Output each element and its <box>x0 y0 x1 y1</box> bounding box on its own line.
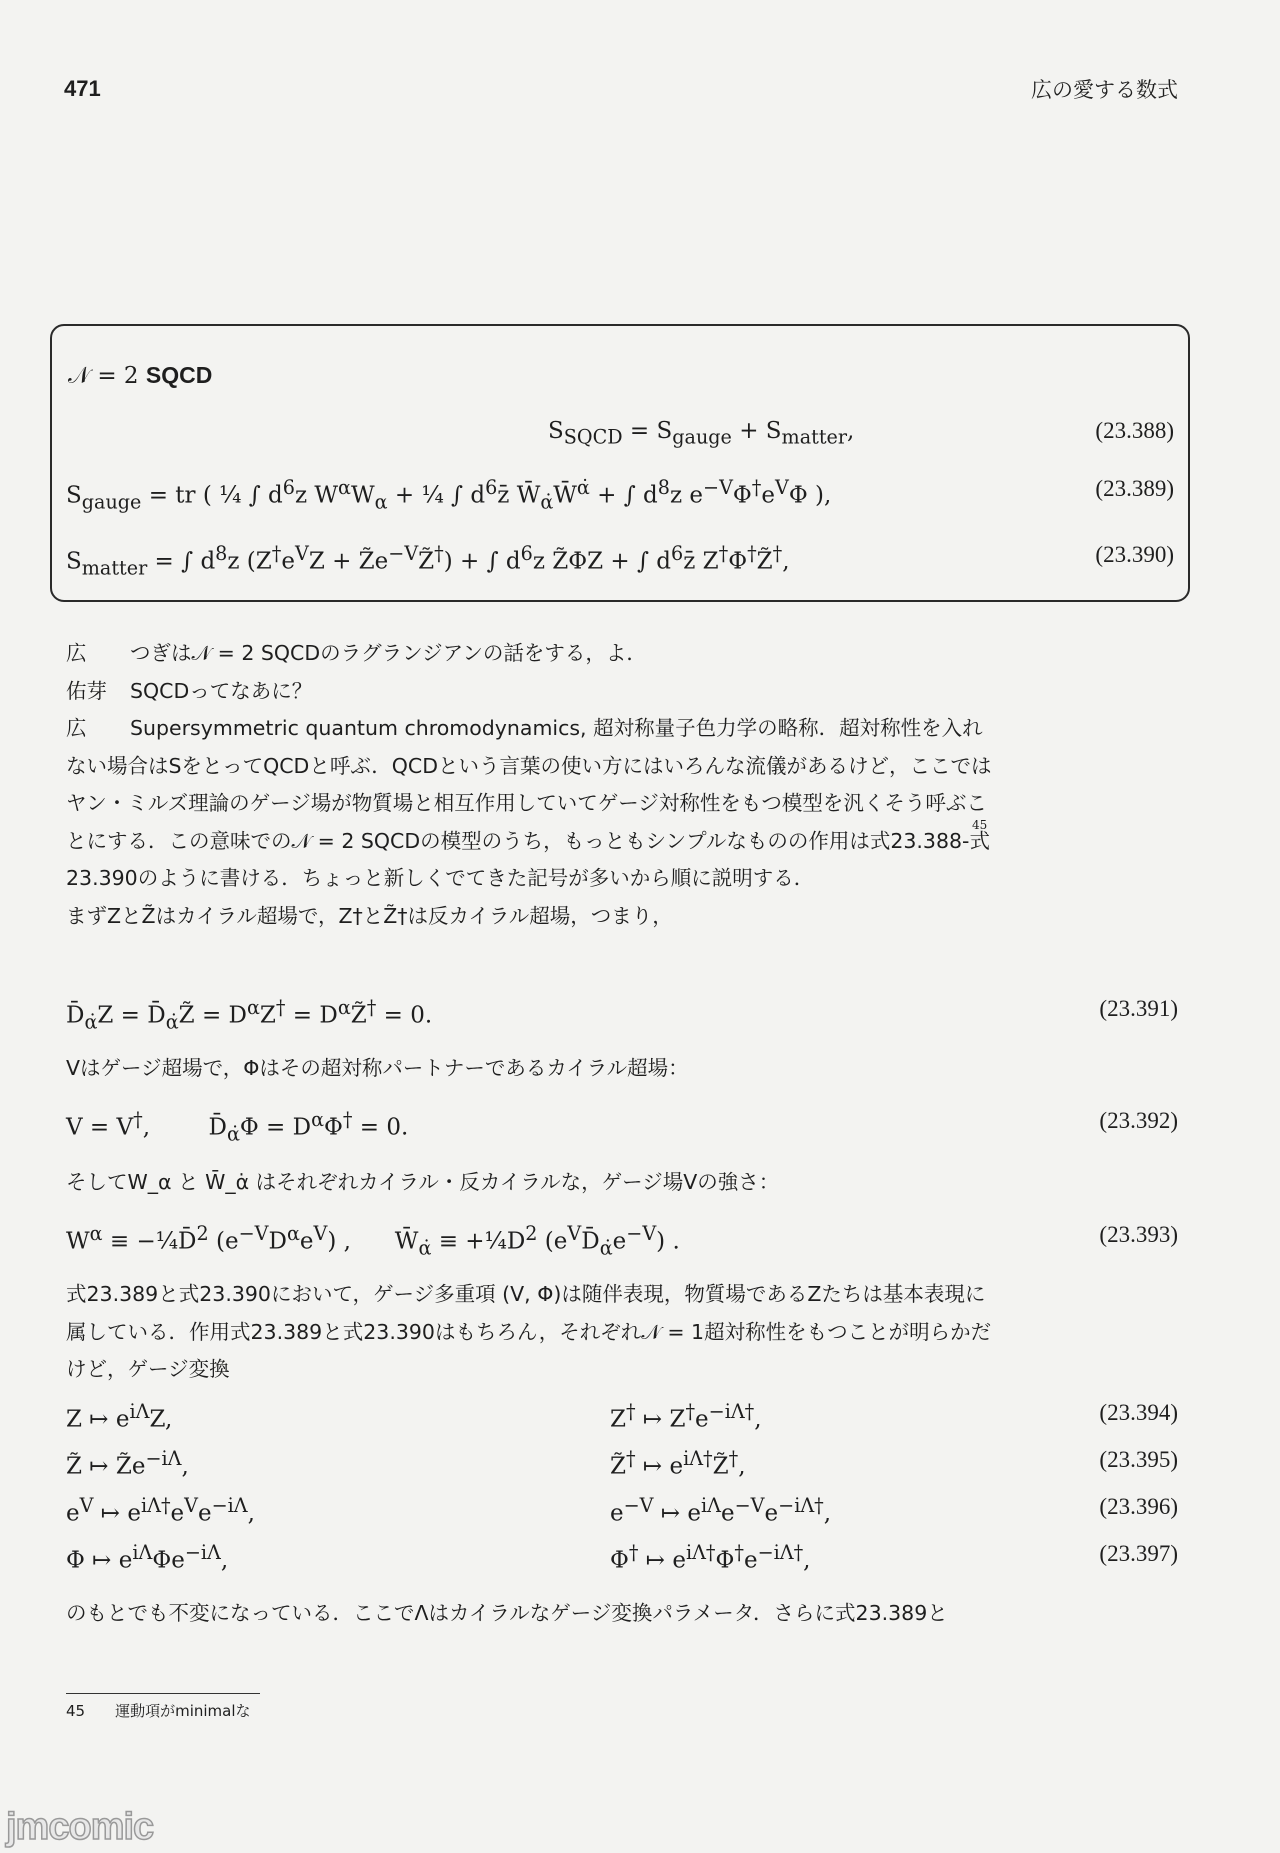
equation-number: (23.394) <box>1099 1400 1178 1425</box>
transform-left: Z ↦ $e^{i\Lambda}Z$, <box>66 1400 173 1433</box>
equation-23-389: $S_{gauge}$ = tr ( ¼ ∫ $d^6z$ $W^\alpha W_\alpha$ + ¼ ∫ $d^6z̄$ $W̄_{\alphȧ}W̄^{\alphȧ}$ + ∫ $d^8z$ $e^{-V}\Phi^\dagger e^V\Phi$ ), <box>66 476 832 514</box>
equation-23-392: V = V†, $D̄_{\alphȧ}\Phi = D^\alpha\Phi^\dagger = 0$. <box>66 1108 409 1146</box>
watermark-logo: jmcomic <box>6 1806 154 1848</box>
transform-right: $e^{-V}$ ↦ $e^{i\Lambda}e^{-V}e^{-i\Lambda\dagger}$, <box>610 1494 832 1527</box>
transform-right: Z† ↦ $Z^\dagger e^{-i\Lambda\dagger}$, <box>610 1400 762 1433</box>
transform-right: Φ† ↦ $e^{i\Lambda\dagger}\Phi^\dagger e^{-i\Lambda\dagger}$, <box>610 1541 811 1574</box>
dialogue-line: Supersymmetric quantum chromodynamics, 超対称量子色力学の略称．超対称性を入れない場合はSをとってQCDと呼ぶ．QCDという言葉の使い方にはいろんな流儀があるけど，ここではヤン・ミルズ理論のゲージ場が物質場と相互作用していてゲージ対称性をもつ模型を汎くそう呼ぶことにする．この意味での𝒩 = 2 SQCDの模型のうち，もっともシンプルなものの作用は式23.388-式23.390のように書ける．ちょっと新しくでてきた記号が多いから順に説明する． <box>66 716 992 890</box>
equation-23-388: $S_{SQCD} = S_{gauge} + S_{matter}$, <box>548 418 855 449</box>
transform-left: Φ ↦ $e^{i\Lambda}\Phi e^{-i\Lambda}$, <box>66 1541 229 1574</box>
running-title: 広の愛する数式 <box>1031 78 1178 102</box>
equation-number: (23.391) <box>1099 996 1178 1021</box>
equation-number: (23.393) <box>1099 1222 1178 1247</box>
equation-number: (23.388) <box>1095 418 1174 443</box>
equation-23-393: $W^\alpha$ ≡ −¼D̄$^2$ $(e^{-V}D^\alpha e^V)$ , $W̄_{\alphȧ}$ ≡ $+\frac{1}{4}D^2$ $(e^VD̄_{\alphȧ}e^{-V})$ . <box>66 1222 680 1260</box>
dialogue-line: SQCDってなあに？ <box>130 678 313 703</box>
footnote-number: 45 <box>66 1702 86 1720</box>
speaker: 広 <box>66 716 87 740</box>
equation-number: (23.396) <box>1099 1494 1178 1519</box>
footnote-text: 運動項がminimalな <box>115 1702 251 1720</box>
transform-left: Z̃ ↦ $Z̃e^{-i\Lambda}$, <box>66 1447 189 1480</box>
equation-23-390: $S_{matter}$ = ∫ $d^8z$ ($Z^\dagger e^VZ$ + $Z̃e^{-V}Z̃^\dagger$) + ∫ $d^6z$ Z̃ΦZ + ∫ $d^6z̄$ Z†Φ†Z̃†, <box>66 542 790 580</box>
transform-right: Z̃† ↦ $e^{i\Lambda\dagger}Z̃^\dagger$, <box>610 1447 746 1480</box>
dialogue-line: まずZとZ̃はカイラル超場で，Z†とZ̃†は反カイラル超場，つまり， <box>66 903 673 928</box>
page-number: 471 <box>64 76 101 101</box>
footnote-rule <box>66 1693 260 1694</box>
dialogue-block <box>66 635 996 935</box>
equation-number: (23.395) <box>1099 1447 1178 1472</box>
text-v: Vはゲージ超場で，Φはその超対称パートナーであるカイラル超場： <box>66 1056 689 1080</box>
equation-box <box>50 324 1190 602</box>
speaker: 佑芽 <box>66 678 107 703</box>
transform-left: $e^V$ ↦ $e^{i\Lambda\dagger}e^Ve^{-i\Lambda}$, <box>66 1494 255 1527</box>
box-title <box>68 362 212 389</box>
text-w: そしてW_α と W̄_α̇ はそれぞれカイラル・反カイラルな，ゲージ場Vの強さ： <box>66 1170 780 1194</box>
box-title-math: 𝒩 = 2 <box>68 363 139 389</box>
text-gauge: 式23.389と式23.390において，ゲージ多重項 (V, Φ)は随伴表現，物質場であるZたちは基本表現に属している．作用式23.389と式23.390はもちろん，それぞれ𝒩 = 1超対称性をもつことが明らかだけど，ゲージ変換 <box>66 1282 992 1381</box>
box-title-bold: SQCD <box>145 362 213 388</box>
equation-number: (23.389) <box>1095 476 1174 501</box>
text-last: のもとでも不変になっている．ここでΛはカイラルなゲージ変換パラメータ．さらに式23.389と <box>66 1601 948 1625</box>
equation-number: (23.397) <box>1099 1541 1178 1566</box>
footnote-marker: 45 <box>972 818 988 832</box>
equation-number: (23.392) <box>1099 1108 1178 1133</box>
equation-number: (23.390) <box>1095 542 1174 567</box>
equation-23-391: $D̄_{\alphȧ}Z$ = $D̄_{\alphȧ}Z̃ = D^\alpha Z^\dagger$ = $D^\alpha Z̃^\dagger = 0$. <box>66 996 433 1034</box>
footnote <box>66 1700 251 1721</box>
speaker: 広 <box>66 641 87 665</box>
dialogue-line: つぎは𝒩 = 2 SQCDのラグランジアンの話をする，よ． <box>130 641 647 665</box>
